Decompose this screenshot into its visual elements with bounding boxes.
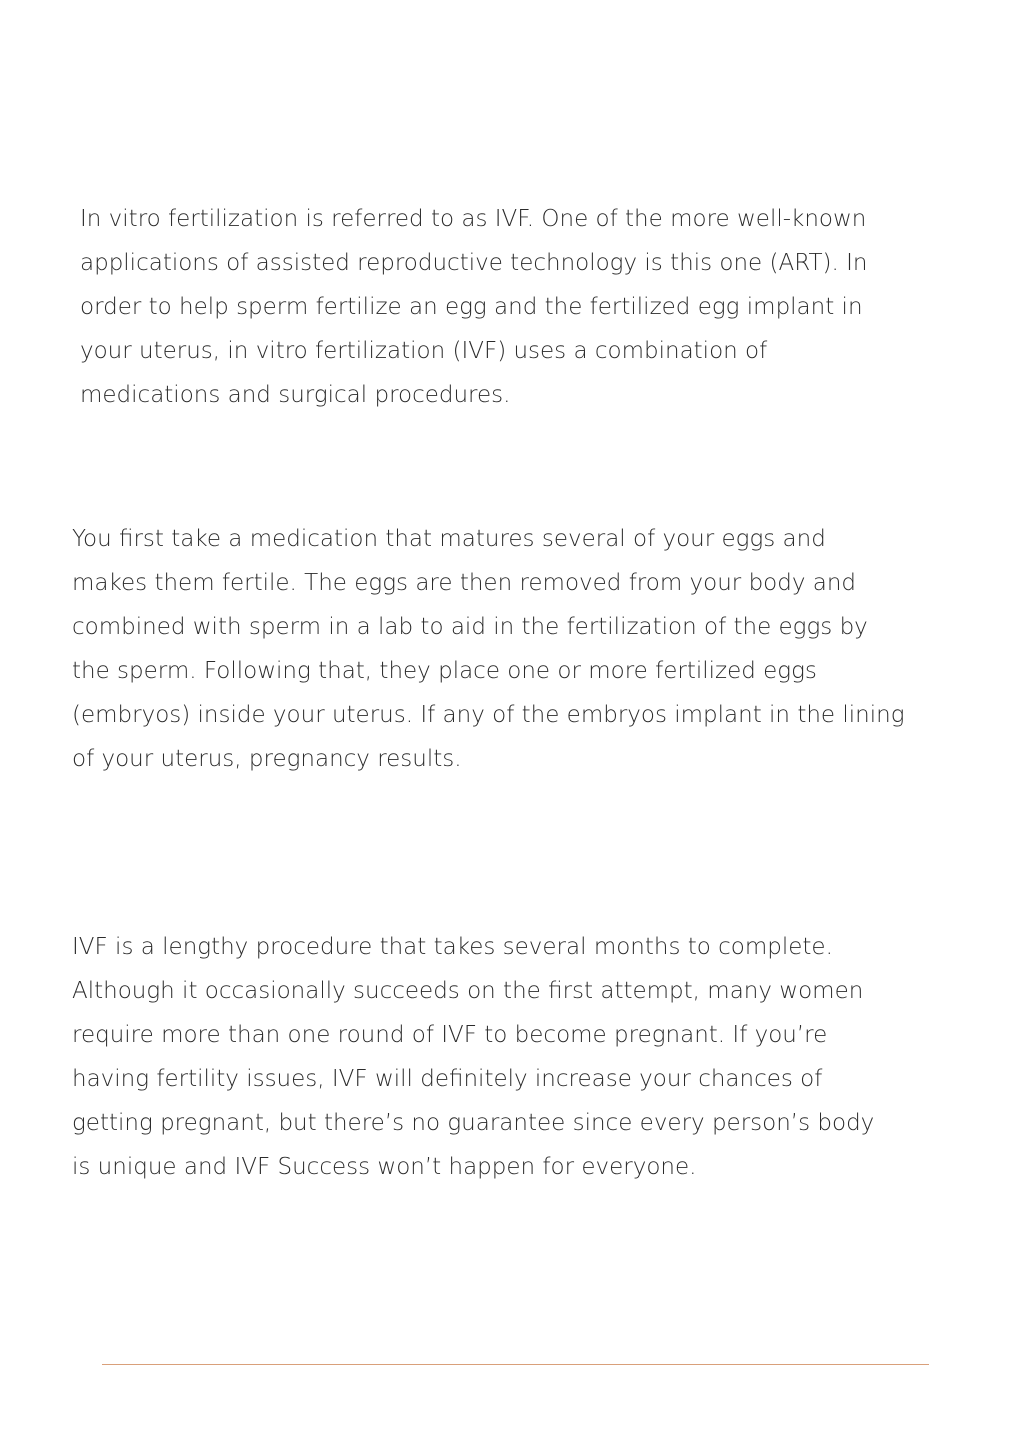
text-line: (embryos) inside your uterus. If any of the embryos implant in the lining — [72, 702, 905, 728]
footer-divider — [102, 1364, 929, 1365]
text-line: your uterus, in vitro fertilization (IVF) uses a combination of — [80, 338, 768, 364]
paragraph-ivf-definition — [80, 197, 940, 417]
text-line: Although it occasionally succeeds on the first attempt, many women — [72, 978, 864, 1004]
text-line: order to help sperm fertilize an egg and the fertilized egg implant in — [80, 294, 863, 320]
text-line: applications of assisted reproductive technology is this one (ART). In — [80, 250, 868, 276]
text-line: You first take a medication that matures several of your eggs and — [72, 526, 826, 552]
text-line: medications and surgical procedures. — [80, 382, 511, 408]
text-line: the sperm. Following that, they place one or more fertilized eggs — [72, 658, 817, 684]
paragraph-ivf-success — [72, 925, 932, 1189]
text-line: makes them fertile. The eggs are then removed from your body and — [72, 570, 857, 596]
paragraph-ivf-process — [72, 517, 942, 781]
text-line: of your uterus, pregnancy results. — [72, 746, 462, 772]
text-line: require more than one round of IVF to become pregnant. If you’re — [72, 1022, 828, 1048]
text-line: getting pregnant, but there’s no guarantee since every person’s body — [72, 1110, 875, 1136]
text-line: In vitro fertilization is referred to as IVF. One of the more well-known — [80, 206, 867, 232]
text-line: IVF is a lengthy procedure that takes several months to complete. — [72, 934, 833, 960]
text-line: combined with sperm in a lab to aid in the fertilization of the eggs by — [72, 614, 868, 640]
text-line: is unique and IVF Success won’t happen for everyone. — [72, 1154, 697, 1180]
text-line: having fertility issues, IVF will definitely increase your chances of — [72, 1066, 823, 1092]
